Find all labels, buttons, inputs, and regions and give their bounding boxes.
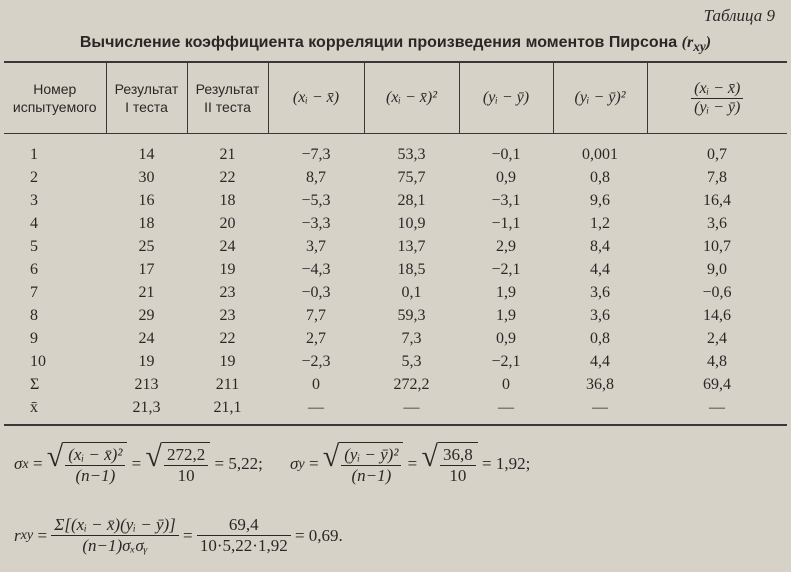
cell-product: 14,6 (703, 306, 731, 324)
cell-dx2: — (403, 398, 420, 416)
cell-product: 69,4 (703, 375, 731, 393)
cell-test2: 211 (215, 375, 240, 393)
cell-product: 7,8 (707, 168, 727, 186)
cell-dx: 0 (312, 375, 320, 393)
cell-dy: −3,1 (491, 191, 521, 209)
cell-dy2: — (592, 398, 608, 416)
header-row (4, 63, 787, 133)
cell-product: 16,4 (703, 191, 731, 209)
cell-test1: 14 (138, 145, 155, 163)
cell-test2: 18 (219, 191, 236, 209)
cell-test1: 21,3 (132, 398, 161, 416)
cell-product: 0,7 (707, 145, 727, 163)
table-body (4, 133, 787, 419)
cell-dy2: 36,8 (586, 375, 614, 393)
cell-test1: 16 (138, 191, 155, 209)
col-test1: Результат I теста (106, 63, 187, 133)
cell-test2: 23 (219, 306, 236, 324)
col-subject: Номер испытуемого (12, 81, 97, 115)
cell-product: — (709, 398, 725, 416)
cell-test1: 17 (138, 260, 155, 278)
cell-dy: 1,9 (496, 283, 516, 301)
table-row (4, 166, 787, 189)
table-row (4, 212, 787, 235)
cell-dx: 2,7 (306, 329, 326, 347)
cell-dy2: 9,6 (590, 191, 610, 209)
cell-test2: 24 (219, 237, 236, 255)
title-symbol: $(r_{xy})$ (681, 34, 712, 55)
cell-dx: 7,7 (306, 306, 326, 324)
cell-dy2: 1,2 (590, 214, 610, 232)
cell-dy: −0,1 (491, 145, 521, 163)
cell-dy: 1,9 (496, 306, 516, 324)
cell-dx2: 59,3 (397, 306, 426, 324)
cell-dy2: 3,6 (590, 306, 610, 324)
col-dx2: (xᵢ − x̄)² (364, 63, 459, 133)
cell-test1: 21 (138, 283, 155, 301)
cell-subject: 1 (30, 145, 38, 163)
sigma-x-result: = 5,22; (214, 454, 263, 473)
cell-dx: −2,3 (301, 352, 331, 370)
title-text: Вычисление коэффициента корреляции произведения моментов Пирсона (79, 34, 678, 51)
cell-subject: 4 (30, 214, 38, 232)
cell-test2: 21,1 (213, 398, 242, 416)
cell-test2: 20 (219, 214, 236, 232)
cell-dy: −1,1 (491, 214, 521, 232)
cell-product: 9,0 (707, 260, 727, 278)
cell-dy2: 0,8 (590, 329, 610, 347)
sigma-y-result: = 1,92; (481, 454, 531, 473)
col-dy: (yᵢ − ȳ) (459, 63, 553, 133)
cell-product: 3,6 (707, 214, 727, 232)
sigma-x-formula: σ x = √ $\frac{\text{(xᵢ − x̄)²}}{(n-1)}$ = √ $\frac{272,2}{10}$ = 5,22; (14, 440, 263, 485)
cell-dy: −2,1 (491, 260, 521, 278)
cell-dx: 3,7 (306, 237, 326, 255)
r-xy-formula: r xy = $\frac{\text{Σ[(xᵢ − x̄)(yᵢ − ȳ)]}}{\text{(n−1)σₓσᵧ}}$ = $\frac{69,4}{10\cdot 5,22\cdot 1,92}$ = 0,69. (14, 515, 343, 555)
cell-dy2: 0,001 (582, 145, 618, 163)
cell-dx2: 53,3 (397, 145, 426, 163)
cell-dx: −4,3 (301, 260, 331, 278)
table-label: Таблица 9 (703, 6, 775, 25)
table-row (4, 373, 787, 396)
cell-dx2: 18,5 (397, 260, 426, 278)
cell-dx: −3,3 (301, 214, 331, 232)
cell-dy: 0,9 (496, 168, 516, 186)
cell-dy: 2,9 (496, 237, 516, 255)
col-test2: Результат II теста (187, 63, 268, 133)
cell-test1: 213 (134, 375, 159, 393)
table-row (4, 304, 787, 327)
cell-dx: −7,3 (301, 145, 331, 163)
cell-test2: 22 (219, 329, 236, 347)
cell-subject: 6 (30, 260, 38, 278)
cell-subject: x̄ (30, 398, 38, 416)
cell-test2: 22 (219, 168, 236, 186)
cell-subject: 7 (30, 283, 38, 301)
table-row (4, 350, 787, 373)
cell-product: 4,8 (707, 352, 727, 370)
cell-test1: 19 (138, 352, 155, 370)
cell-dy: — (498, 398, 514, 416)
cell-product: 10,7 (703, 237, 731, 255)
table-row (4, 396, 787, 419)
cell-dx2: 272,2 (393, 375, 430, 393)
cell-subject: 5 (30, 237, 38, 255)
cell-product: −0,6 (702, 283, 732, 301)
cell-dy: 0,9 (496, 329, 516, 347)
table-row (4, 281, 787, 304)
cell-dx: −5,3 (301, 191, 331, 209)
cell-test1: 30 (138, 168, 155, 186)
cell-dx2: 7,3 (401, 329, 422, 347)
cell-subject: 2 (30, 168, 38, 186)
col-dx: (xᵢ − x̄) (268, 63, 364, 133)
sigma-y-formula: σ y = √ $\frac{\text{(yᵢ − ȳ)²}}{(n-1)}$ = √ $\frac{36,8}{10}$ = 1,92; (290, 440, 531, 485)
table-row (4, 258, 787, 281)
cell-test1: 24 (138, 329, 155, 347)
cell-dx2: 75,7 (397, 168, 426, 186)
cell-dy: 0 (502, 375, 510, 393)
cell-subject: 8 (30, 306, 38, 324)
cell-dx2: 5,3 (401, 352, 422, 370)
cell-dy: −2,1 (491, 352, 521, 370)
correlation-table (4, 63, 787, 419)
cell-test2: 21 (219, 145, 236, 163)
cell-subject: 9 (30, 329, 38, 347)
cell-dx2: 0,1 (401, 283, 422, 301)
cell-dx: 8,7 (306, 168, 326, 186)
bottom-rule (4, 424, 787, 426)
cell-dx: — (308, 398, 324, 416)
cell-subject: 3 (30, 191, 38, 209)
cell-dx: −0,3 (301, 283, 331, 301)
col-dy2: (yᵢ − ȳ)² (553, 63, 647, 133)
cell-dx2: 28,1 (397, 191, 426, 209)
cell-product: 2,4 (707, 329, 727, 347)
r-xy-result: = 0,69. (294, 525, 343, 545)
cell-dy2: 8,4 (590, 237, 610, 255)
cell-test2: 19 (219, 352, 236, 370)
cell-dy2: 0,8 (590, 168, 610, 186)
table-row (4, 189, 787, 212)
cell-subject: 10 (30, 352, 46, 370)
table-row (4, 235, 787, 258)
cell-subject: Σ (30, 375, 40, 393)
cell-test2: 23 (219, 283, 236, 301)
col-product: $\frac{\text{(xᵢ − x̄)}}{\text{(yᵢ − ȳ)}}$ (647, 63, 787, 133)
table-title (0, 34, 791, 55)
cell-dx2: 10,9 (397, 214, 426, 232)
cell-dy2: 3,6 (590, 283, 610, 301)
cell-test1: 25 (138, 237, 155, 255)
cell-test1: 29 (138, 306, 155, 324)
cell-dy2: 4,4 (590, 260, 610, 278)
cell-dy2: 4,4 (590, 352, 610, 370)
cell-test1: 18 (138, 214, 155, 232)
table-row (4, 133, 787, 166)
cell-dx2: 13,7 (397, 237, 426, 255)
table-row (4, 327, 787, 350)
cell-test2: 19 (219, 260, 236, 278)
